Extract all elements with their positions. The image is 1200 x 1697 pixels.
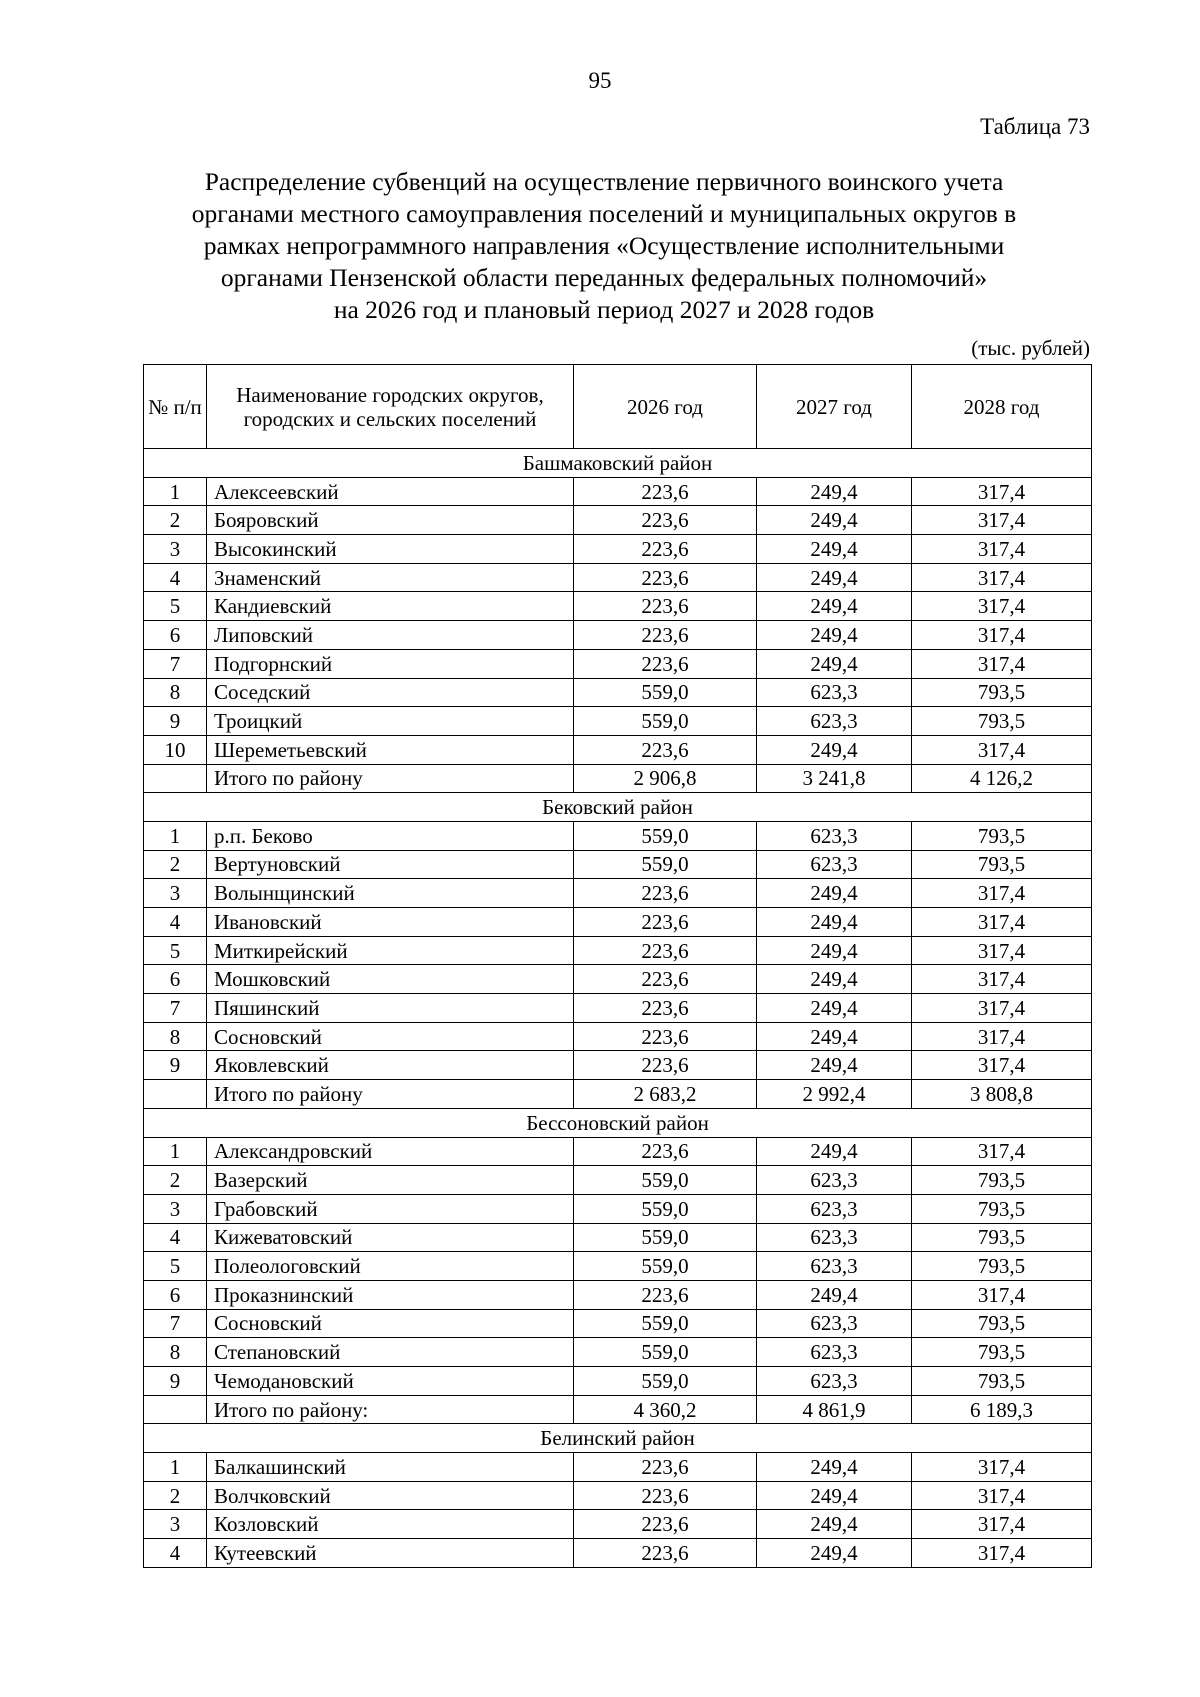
value-2028: 793,5: [912, 678, 1092, 707]
row-number: 1: [144, 477, 207, 506]
settlement-name: Высокинский: [207, 535, 574, 564]
value-2028: 793,5: [912, 1194, 1092, 1223]
value-2027: 249,4: [757, 936, 912, 965]
row-number: 2: [144, 1481, 207, 1510]
value-2027: 249,4: [757, 1051, 912, 1080]
value-2027: 249,4: [757, 649, 912, 678]
row-number: 3: [144, 879, 207, 908]
table-row: [144, 1280, 1092, 1309]
value-2026: 223,6: [574, 1280, 757, 1309]
settlement-name: Чемодановский: [207, 1367, 574, 1396]
district-title: Бессоновский район: [144, 1108, 1092, 1137]
value-2026: 559,0: [574, 678, 757, 707]
value-2026: 559,0: [574, 1194, 757, 1223]
value-2027: 249,4: [757, 879, 912, 908]
settlement-name: Троицкий: [207, 707, 574, 736]
value-2027: 623,3: [757, 1223, 912, 1252]
header-2028: 2028 год: [912, 365, 1092, 449]
row-number: 8: [144, 678, 207, 707]
value-2027: 249,4: [757, 908, 912, 937]
header-num: № п/п: [144, 365, 207, 449]
row-number: 3: [144, 1194, 207, 1223]
table-label: Таблица 73: [980, 114, 1090, 139]
value-2028: 317,4: [912, 908, 1092, 937]
row-number: 6: [144, 621, 207, 650]
value-2027: 623,3: [757, 821, 912, 850]
table-row: [144, 908, 1092, 937]
value-2027: 623,3: [757, 1309, 912, 1338]
value-2027: 3 241,8: [757, 764, 912, 793]
table-row: [144, 936, 1092, 965]
value-2027: 249,4: [757, 1022, 912, 1051]
subvention-table: [143, 364, 1092, 1568]
settlement-name: Итого по району: [207, 764, 574, 793]
row-number: 8: [144, 1338, 207, 1367]
row-number: 5: [144, 936, 207, 965]
header-2026: 2026 год: [574, 365, 757, 449]
value-2026: 223,6: [574, 621, 757, 650]
settlement-name: Бояровский: [207, 506, 574, 535]
settlement-name: Проказнинский: [207, 1280, 574, 1309]
value-2028: 317,4: [912, 1051, 1092, 1080]
value-2028: 317,4: [912, 1453, 1092, 1482]
settlement-name: Грабовский: [207, 1194, 574, 1223]
table-row: [144, 1252, 1092, 1281]
table-row: [144, 879, 1092, 908]
value-2028: 793,5: [912, 1252, 1092, 1281]
settlement-name: Волчковский: [207, 1481, 574, 1510]
settlement-name: Кандиевский: [207, 592, 574, 621]
row-number: 2: [144, 1166, 207, 1195]
table-row: [144, 1022, 1092, 1051]
value-2027: 623,3: [757, 850, 912, 879]
value-2028: 317,4: [912, 1137, 1092, 1166]
value-2028: 317,4: [912, 1539, 1092, 1568]
header-2027: 2027 год: [757, 365, 912, 449]
settlement-name: Мошковский: [207, 965, 574, 994]
row-number: 2: [144, 850, 207, 879]
table-row: [144, 678, 1092, 707]
table-row: [144, 1453, 1092, 1482]
units-label: (тыс. рублей): [971, 336, 1090, 360]
table-row: [144, 735, 1092, 764]
value-2027: 249,4: [757, 592, 912, 621]
page-number: 95: [588, 68, 612, 93]
settlement-name: Пяшинский: [207, 994, 574, 1023]
title-line: органами местного самоуправления поселений и муниципальных округов в: [191, 199, 1017, 228]
table-row: [144, 592, 1092, 621]
row-number: 4: [144, 1223, 207, 1252]
value-2027: 249,4: [757, 735, 912, 764]
table-row: [144, 1309, 1092, 1338]
row-number: 4: [144, 1539, 207, 1568]
value-2027: 249,4: [757, 965, 912, 994]
row-number: 5: [144, 592, 207, 621]
settlement-name: Вертуновский: [207, 850, 574, 879]
value-2028: 793,5: [912, 707, 1092, 736]
value-2026: 223,6: [574, 936, 757, 965]
row-number: 3: [144, 1510, 207, 1539]
row-number: [144, 764, 207, 793]
settlement-name: Яковлевский: [207, 1051, 574, 1080]
value-2027: 249,4: [757, 563, 912, 592]
value-2028: 3 808,8: [912, 1080, 1092, 1109]
table-row: [144, 1539, 1092, 1568]
settlement-name: Соседский: [207, 678, 574, 707]
table-row: [144, 994, 1092, 1023]
settlement-name: Сосновский: [207, 1022, 574, 1051]
value-2027: 249,4: [757, 477, 912, 506]
value-2026: 223,6: [574, 1539, 757, 1568]
settlement-name: Козловский: [207, 1510, 574, 1539]
row-number: 4: [144, 563, 207, 592]
value-2027: 2 992,4: [757, 1080, 912, 1109]
value-2026: 223,6: [574, 965, 757, 994]
value-2027: 249,4: [757, 1481, 912, 1510]
district-header-row: [144, 1424, 1092, 1453]
settlement-name: Кутеевский: [207, 1539, 574, 1568]
table-row: [144, 1223, 1092, 1252]
value-2027: 623,3: [757, 678, 912, 707]
value-2028: 317,4: [912, 965, 1092, 994]
title-line: Распределение субвенций на осуществление первичного воинского учета: [204, 167, 1004, 196]
table-body: [144, 449, 1092, 1568]
value-2027: 249,4: [757, 994, 912, 1023]
settlement-name: Кижеватовский: [207, 1223, 574, 1252]
value-2027: 249,4: [757, 1453, 912, 1482]
value-2026: 223,6: [574, 506, 757, 535]
table-row: [144, 535, 1092, 564]
row-number: 1: [144, 1453, 207, 1482]
table-row: [144, 1510, 1092, 1539]
value-2027: 4 861,9: [757, 1395, 912, 1424]
value-2028: 317,4: [912, 592, 1092, 621]
table-row: [144, 506, 1092, 535]
value-2026: 223,6: [574, 908, 757, 937]
settlement-name: Волынщинский: [207, 879, 574, 908]
row-number: 9: [144, 1051, 207, 1080]
table-row: [144, 1367, 1092, 1396]
value-2028: 793,5: [912, 1166, 1092, 1195]
value-2028: 793,5: [912, 1338, 1092, 1367]
row-number: [144, 1395, 207, 1424]
value-2026: 559,0: [574, 1367, 757, 1396]
row-number: 7: [144, 649, 207, 678]
value-2028: 317,4: [912, 649, 1092, 678]
settlement-name: Ивановский: [207, 908, 574, 937]
table-row: [144, 965, 1092, 994]
value-2027: 623,3: [757, 1252, 912, 1281]
value-2026: 223,6: [574, 535, 757, 564]
value-2027: 249,4: [757, 1539, 912, 1568]
value-2026: 559,0: [574, 707, 757, 736]
value-2028: 317,4: [912, 535, 1092, 564]
value-2026: 2 906,8: [574, 764, 757, 793]
district-header-row: [144, 449, 1092, 478]
value-2026: 559,0: [574, 1166, 757, 1195]
value-2027: 623,3: [757, 1194, 912, 1223]
settlement-name: Итого по району:: [207, 1395, 574, 1424]
value-2028: 793,5: [912, 1367, 1092, 1396]
row-number: 7: [144, 994, 207, 1023]
value-2026: 559,0: [574, 1309, 757, 1338]
district-title: Бековский район: [144, 793, 1092, 822]
row-number: 1: [144, 821, 207, 850]
district-total-row: [144, 1395, 1092, 1424]
row-number: 6: [144, 965, 207, 994]
value-2028: 317,4: [912, 994, 1092, 1023]
value-2027: 249,4: [757, 621, 912, 650]
value-2026: 223,6: [574, 994, 757, 1023]
value-2028: 317,4: [912, 563, 1092, 592]
value-2026: 559,0: [574, 1223, 757, 1252]
row-number: 10: [144, 735, 207, 764]
settlement-name: Сосновский: [207, 1309, 574, 1338]
value-2027: 249,4: [757, 506, 912, 535]
row-number: 9: [144, 707, 207, 736]
value-2026: 223,6: [574, 1481, 757, 1510]
row-number: 7: [144, 1309, 207, 1338]
value-2028: 317,4: [912, 936, 1092, 965]
settlement-name: Подгорнский: [207, 649, 574, 678]
title-line: на 2026 год и плановый период 2027 и 2028 годов: [333, 295, 875, 324]
settlement-name: Полеологовский: [207, 1252, 574, 1281]
value-2028: 317,4: [912, 1022, 1092, 1051]
header-row: [144, 365, 1092, 449]
value-2026: 223,6: [574, 1453, 757, 1482]
value-2028: 793,5: [912, 1223, 1092, 1252]
value-2026: 559,0: [574, 821, 757, 850]
value-2026: 223,6: [574, 592, 757, 621]
settlement-name: Итого по району: [207, 1080, 574, 1109]
district-total-row: [144, 764, 1092, 793]
table-row: [144, 850, 1092, 879]
table-row: [144, 477, 1092, 506]
value-2027: 623,3: [757, 707, 912, 736]
value-2028: 6 189,3: [912, 1395, 1092, 1424]
table-row: [144, 1166, 1092, 1195]
settlement-name: р.п. Беково: [207, 821, 574, 850]
table-row: [144, 649, 1092, 678]
table-row: [144, 1481, 1092, 1510]
row-number: 1: [144, 1137, 207, 1166]
table-row: [144, 563, 1092, 592]
value-2027: 623,3: [757, 1367, 912, 1396]
value-2028: 317,4: [912, 879, 1092, 908]
value-2026: 223,6: [574, 1137, 757, 1166]
settlement-name: Степановский: [207, 1338, 574, 1367]
value-2026: 223,6: [574, 1022, 757, 1051]
district-header-row: [144, 1108, 1092, 1137]
header-name: Наименование городских округов, городских и сельских поселений: [207, 365, 574, 449]
document-title: [135, 166, 1073, 326]
settlement-name: Балкашинский: [207, 1453, 574, 1482]
settlement-name: Знаменский: [207, 563, 574, 592]
value-2027: 249,4: [757, 1510, 912, 1539]
value-2026: 223,6: [574, 1510, 757, 1539]
title-line: органами Пензенской области переданных федеральных полномочий»: [220, 263, 988, 292]
settlement-name: Алексеевский: [207, 477, 574, 506]
district-header-row: [144, 793, 1092, 822]
value-2027: 249,4: [757, 1137, 912, 1166]
settlement-name: Миткирейский: [207, 936, 574, 965]
table-row: [144, 621, 1092, 650]
district-title: Башмаковский район: [144, 449, 1092, 478]
value-2026: 223,6: [574, 735, 757, 764]
value-2026: 559,0: [574, 1252, 757, 1281]
table-row: [144, 1137, 1092, 1166]
value-2028: 793,5: [912, 821, 1092, 850]
district-total-row: [144, 1080, 1092, 1109]
value-2027: 249,4: [757, 1280, 912, 1309]
value-2027: 623,3: [757, 1338, 912, 1367]
table-row: [144, 821, 1092, 850]
row-number: 3: [144, 535, 207, 564]
row-number: 8: [144, 1022, 207, 1051]
value-2028: 317,4: [912, 1280, 1092, 1309]
table-row: [144, 707, 1092, 736]
row-number: 5: [144, 1252, 207, 1281]
value-2028: 793,5: [912, 850, 1092, 879]
value-2026: 223,6: [574, 563, 757, 592]
settlement-name: Вазерский: [207, 1166, 574, 1195]
value-2026: 2 683,2: [574, 1080, 757, 1109]
value-2027: 623,3: [757, 1166, 912, 1195]
value-2028: 317,4: [912, 621, 1092, 650]
value-2026: 223,6: [574, 649, 757, 678]
value-2028: 793,5: [912, 1309, 1092, 1338]
table-row: [144, 1051, 1092, 1080]
value-2028: 317,4: [912, 1481, 1092, 1510]
settlement-name: Шереметьевский: [207, 735, 574, 764]
table-row: [144, 1194, 1092, 1223]
value-2026: 4 360,2: [574, 1395, 757, 1424]
row-number: 2: [144, 506, 207, 535]
value-2028: 317,4: [912, 735, 1092, 764]
table-row: [144, 1338, 1092, 1367]
district-title: Белинский район: [144, 1424, 1092, 1453]
row-number: [144, 1080, 207, 1109]
row-number: 4: [144, 908, 207, 937]
value-2028: 317,4: [912, 506, 1092, 535]
settlement-name: Липовский: [207, 621, 574, 650]
row-number: 9: [144, 1367, 207, 1396]
value-2026: 559,0: [574, 1338, 757, 1367]
value-2026: 223,6: [574, 879, 757, 908]
value-2026: 223,6: [574, 477, 757, 506]
value-2028: 317,4: [912, 477, 1092, 506]
value-2028: 4 126,2: [912, 764, 1092, 793]
value-2026: 559,0: [574, 850, 757, 879]
value-2026: 223,6: [574, 1051, 757, 1080]
value-2027: 249,4: [757, 535, 912, 564]
settlement-name: Александровский: [207, 1137, 574, 1166]
row-number: 6: [144, 1280, 207, 1309]
value-2028: 317,4: [912, 1510, 1092, 1539]
title-line: рамках непрограммного направления «Осуществление исполнительными: [203, 231, 1005, 260]
